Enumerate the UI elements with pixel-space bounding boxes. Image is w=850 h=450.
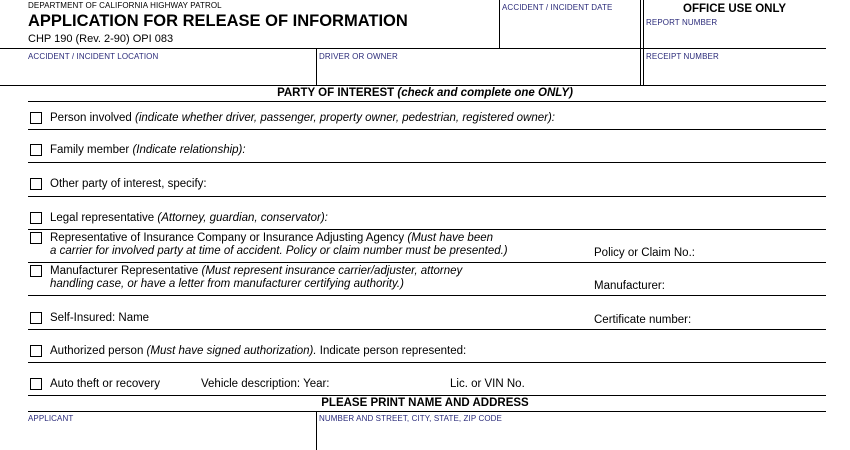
legal-representative-label: Legal representative (Attorney, guardian, conservator): — [50, 212, 328, 224]
manufacturer-representative-label: Manufacturer Representative (Must represent insurance carrier/adjuster, attorney — [50, 265, 463, 277]
vehicle-description-label: Vehicle description: Year: — [201, 378, 330, 390]
person-involved-checkbox[interactable] — [30, 112, 42, 124]
insurance-representative-note: a carrier for involved party at time of accident. Policy or claim number must be presented.) — [50, 245, 508, 257]
other-party-label: Other party of interest, specify: — [50, 178, 207, 190]
family-member-label: Family member (Indicate relationship): — [50, 144, 246, 156]
receipt-number-label: RECEIPT NUMBER — [646, 52, 719, 61]
receipt-number-field[interactable] — [646, 62, 826, 82]
form-id: CHP 190 (Rev. 2-90) OPI 083 — [28, 33, 174, 45]
form-title: APPLICATION FOR RELEASE OF INFORMATION — [28, 12, 408, 30]
address-field[interactable] — [319, 424, 824, 448]
location-label: ACCIDENT / INCIDENT LOCATION — [28, 52, 159, 61]
office-use-heading: OFFICE USE ONLY — [683, 3, 787, 15]
party-heading: PARTY OF INTEREST (check and complete one ONLY) — [277, 87, 573, 99]
manufacturer-representative-note: handling case, or have a letter from manufacturer certifying authority.) — [50, 278, 404, 290]
manufacturer-label: Manufacturer: — [594, 280, 665, 292]
self-insured-checkbox[interactable] — [30, 312, 42, 324]
driver-owner-label: DRIVER OR OWNER — [319, 52, 398, 61]
department-name: DEPARTMENT OF CALIFORNIA HIGHWAY PATROL — [28, 1, 222, 10]
policy-claim-label: Policy or Claim No.: — [594, 247, 695, 259]
report-number-field[interactable] — [646, 28, 826, 46]
auto-theft-label: Auto theft or recovery — [50, 378, 160, 390]
print-heading: PLEASE PRINT NAME AND ADDRESS — [321, 397, 529, 409]
address-label: NUMBER AND STREET, CITY, STATE, ZIP CODE — [319, 414, 502, 423]
self-insured-label: Self-Insured: Name — [50, 312, 150, 324]
other-party-checkbox[interactable] — [30, 178, 42, 190]
location-field[interactable] — [28, 62, 313, 82]
authorized-person-label: Authorized person (Must have signed authorization). Indicate person represented: — [50, 345, 467, 357]
family-member-checkbox[interactable] — [30, 144, 42, 156]
insurance-representative-label: Representative of Insurance Company or Insurance Adjusting Agency (Must have been — [50, 232, 494, 244]
lic-vin-label: Lic. or VIN No. — [450, 378, 525, 390]
auto-theft-checkbox[interactable] — [30, 378, 42, 390]
person-involved-label: Person involved (indicate whether driver, passenger, property owner, pedestrian, registered owner): — [50, 112, 556, 124]
applicant-label: APPLICANT — [28, 414, 74, 423]
report-number-label: REPORT NUMBER — [646, 18, 718, 27]
accident-date-field[interactable] — [502, 14, 638, 46]
insurance-representative-checkbox[interactable] — [30, 232, 42, 244]
certificate-number-label: Certificate number: — [594, 314, 692, 326]
authorized-person-checkbox[interactable] — [30, 345, 42, 357]
legal-representative-checkbox[interactable] — [30, 212, 42, 224]
driver-owner-field[interactable] — [319, 62, 637, 82]
accident-date-label: ACCIDENT / INCIDENT DATE — [502, 3, 613, 12]
applicant-field[interactable] — [28, 424, 313, 448]
manufacturer-representative-checkbox[interactable] — [30, 265, 42, 277]
